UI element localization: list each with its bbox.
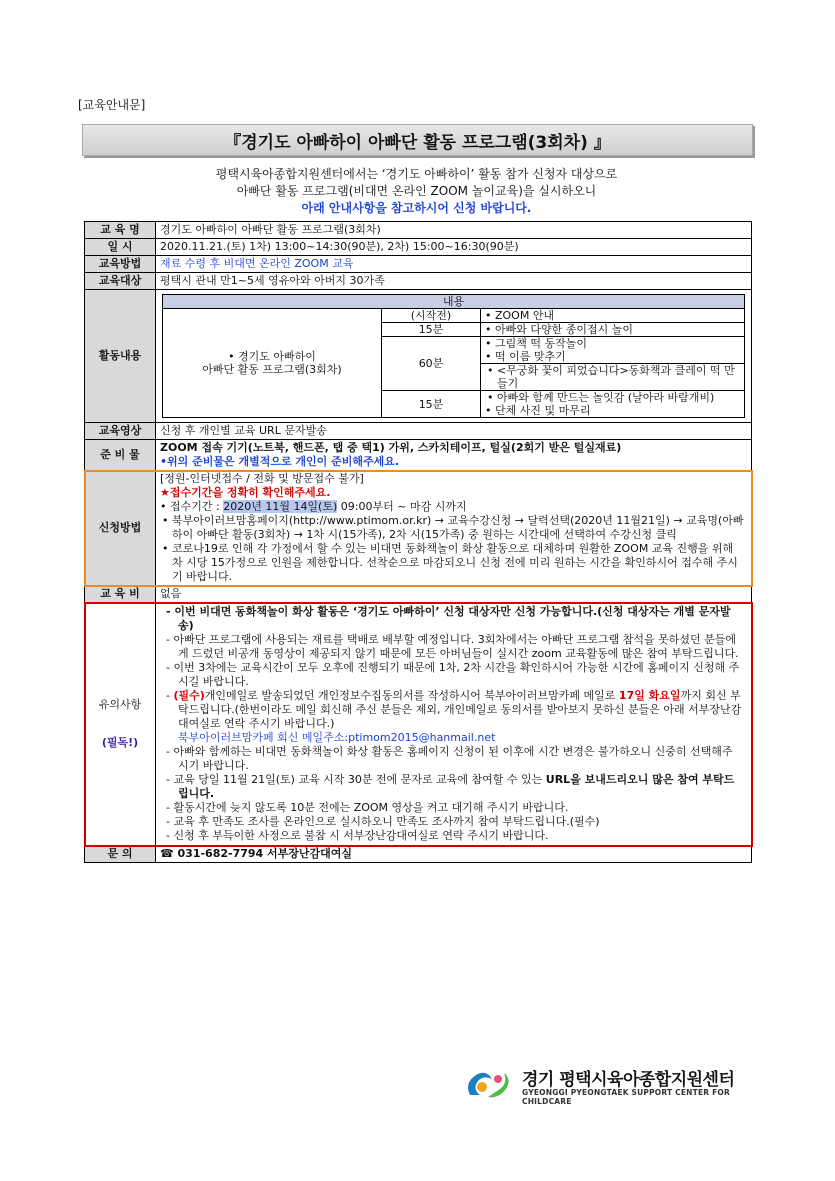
value-contact: ☎ 031-682-7794 서부장난감대여실	[156, 846, 752, 863]
notice-item: - 이번 비대면 동화책놀이 화상 활동은 ‘경기도 아빠하이’ 신청 대상자만 신청 가능합니다.(신청 대상자는 개별 문자발송)	[166, 605, 731, 632]
apply-line: • 북부아이러브맘홈페이지(http://www.ptimom.or.kr) → 교육수강신청 → 달력선택(2020년 11월21일) → 교육명(아빠하이 아빠단 활동(3회차) → 1차 시(15가족), 2차 시(15가족) 중 원하는 시간대에 선택하여 수강신청 클릭	[162, 514, 744, 541]
activity-content: • 아빠와 다양한 종이접시 놀이	[481, 323, 745, 337]
value-video: 신청 후 개인별 교육 URL 문자발송	[156, 423, 752, 440]
activity-item: • 떡 이름 맞추기	[485, 350, 566, 363]
prep-note: •위의 준비물은 개별적으로 개인이 준비해주세요.	[160, 455, 400, 468]
notice-item	[164, 773, 743, 801]
notice-item: - 아빠와 함께하는 비대면 동화책놀이 화상 활동은 홈페이지 신청이 된 이후에 시간 변경은 불가하오니 신중히 선택해주시기 바랍니다.	[166, 745, 733, 772]
label-contact: 문 의	[85, 846, 156, 863]
apply-line: • 코로나19로 인해 각 가정에서 할 수 있는 비대면 동화책놀이 화상 활동으로 대체하며 원활한 ZOOM 교육 진행을 위해 차 시당 15가정으로 인원을 제한합니다. 선착순으로 마감되오니 신청 전에 미리 원하는 시간을 확인하시어 접수해 주시기 바랍니다.	[162, 542, 738, 583]
notice-text: 까지 회신 부탁드립니다.(한번이라도 메일 회신해 주신 분들은 제외, 개인메일로 동의서를 받아보지 못하신 분들은 아래 서부장난감대여실로 연락 주시기 바랍니다.)	[178, 689, 742, 730]
intro-text	[82, 166, 751, 217]
label-notice	[85, 603, 156, 846]
center-logo-subtitle: GYEONGGI PYEONGTAEK SUPPORT CENTER FOR CHILDCARE	[522, 1088, 730, 1106]
row-activity	[85, 290, 752, 423]
notice-text: - 교육 당일 11월 21일(토) 교육 시작 30분 전에 문자로 교육에 참여할 수 있는	[166, 773, 546, 786]
value-target: 평택시 관내 만1~5세 영유아와 아버지 30가족	[156, 273, 752, 290]
intro-line: 아빠단 활동 프로그램(비대면 온라인 ZOOM 놀이교육)을 실시하오니	[236, 184, 597, 198]
value-cost: 없음	[156, 586, 752, 603]
row-method	[85, 256, 752, 273]
notice-item: - 활동시간에 늦지 않도록 10분 전에는 ZOOM 영상을 켜고 대기해 주시기 바랍니다.	[166, 801, 569, 814]
prep-items: ZOOM 접속 기기(노트북, 핸드폰, 탭 중 택1) 가위, 스카치테이프, 털실(2회기 받은 털실재료)	[160, 441, 622, 454]
program-line: 아빠단 활동 프로그램(3회차)	[202, 363, 342, 376]
label-prep: 준 비 물	[85, 440, 156, 471]
notice-label: 유의사항	[98, 698, 142, 711]
activity-item: • 그림책 떡 동작놀이	[485, 337, 587, 350]
activity-time: (시작전)	[382, 309, 481, 323]
activity-header: 내용	[163, 295, 745, 309]
info-table	[84, 221, 752, 863]
notice-required: (필수)	[173, 689, 205, 702]
center-logo-name: 경기 평택시육아종합지원센터	[522, 1070, 735, 1090]
notice-item: - 이번 3차에는 교육시간이 모두 오후에 진행되기 때문에 1차, 2차 시간을 확인하시어 가능한 시간에 홈페이지 신청해 주시길 바랍니다.	[166, 661, 740, 688]
value-prep	[156, 440, 752, 471]
intro-line: 평택시육아종합지원센터에서는 ‘경기도 아빠하이’ 활동 참가 신청자 대상으로	[215, 167, 618, 181]
activity-time: 15분	[382, 391, 481, 418]
apply-line: [정원-인터넷접수 / 전화 및 방문접수 불가]	[160, 472, 364, 485]
label-date: 일 시	[85, 239, 156, 256]
activity-item: • 아빠와 함께 만드는 놀잇감 (날아라 바람개비)	[487, 391, 715, 404]
notice-emphasis: URL을 보내드리오니 많은 참여 부탁드립니다.	[178, 773, 735, 800]
row-notice	[85, 603, 752, 846]
activity-item: • <무궁화 꽃이 피었습니다>동화책과 클레이 떡 만들기	[487, 364, 735, 390]
activity-time: 15분	[382, 323, 481, 337]
label-target: 교육대상	[85, 273, 156, 290]
apply-period-time: 09:00부터 ~ 마감 시까지	[337, 500, 467, 513]
value-method: 재료 수령 후 비대면 온라인 ZOOM 교육	[156, 256, 752, 273]
label-name: 교 육 명	[85, 222, 156, 239]
activity-content	[481, 364, 745, 391]
program-line: • 경기도 아빠하이	[228, 350, 316, 363]
activity-item: • 단체 사진 및 마무리	[485, 404, 591, 417]
row-contact	[85, 846, 752, 863]
value-date: 2020.11.21.(토) 1차) 13:00~14:30(90분), 2차) 15:00~16:30(90분)	[156, 239, 752, 256]
activity-content	[481, 337, 745, 364]
notice-item: - 신청 후 부득이한 사정으로 불참 시 서부장난감대여실로 연락 주시기 바랍니다.	[166, 829, 549, 842]
center-logo	[462, 1063, 762, 1108]
row-name	[85, 222, 752, 239]
value-activity	[156, 290, 752, 423]
notice-dash: -	[166, 689, 174, 702]
notice-deadline: 17일 화요일	[618, 689, 681, 702]
value-notice	[156, 603, 752, 846]
activity-program	[163, 309, 382, 418]
value-apply	[156, 471, 752, 586]
row-cost	[85, 586, 752, 603]
notice-email: 북부아이러브맘카페 회신 메일주소:ptimom2015@hanmail.net	[178, 731, 496, 744]
notice-item	[164, 689, 743, 745]
label-apply: 신청방법	[85, 471, 156, 586]
row-target	[85, 273, 752, 290]
label-video: 교육영상	[85, 423, 156, 440]
row-video	[85, 423, 752, 440]
value-name: 경기도 아빠하이 아빠단 활동 프로그램(3회차)	[156, 222, 752, 239]
row-prep	[85, 440, 752, 471]
activity-table	[162, 294, 745, 418]
apply-period-label: • 접수기간 :	[160, 500, 224, 513]
notice-item: - 교육 후 만족도 조사를 온라인으로 실시하오니 만족도 조사까지 참여 부탁드립니다.(필수)	[166, 815, 600, 828]
notice-must: (필독!)	[101, 736, 139, 749]
activity-content: • ZOOM 안내	[481, 309, 745, 323]
label-method: 교육방법	[85, 256, 156, 273]
apply-period-date: 2020년 11월 14일(토)	[223, 500, 338, 513]
activity-content	[481, 391, 745, 418]
row-apply	[85, 471, 752, 586]
label-cost: 교 육 비	[85, 586, 156, 603]
label-activity: 활동내용	[85, 290, 156, 423]
notice-text: 개인메일로 발송되었던 개인정보수집동의서를 작성하시어 북부아이러브맘카페 메일로	[204, 689, 619, 702]
apply-period	[160, 500, 747, 514]
document-tag: [교육안내문]	[78, 98, 146, 112]
apply-line: ★접수기간을 정확히 확인해주세요.	[160, 486, 331, 499]
notice-item: - 아빠단 프로그램에 사용되는 재료를 택배로 배부할 예정입니다. 3회차에서는 아빠단 프로그램 참석을 못하셨던 분들에게 드렸던 비공개 동영상이 제공되지 않기 때문에 모든 아버님들이 실시간 zoom 교육활동에 많은 참여 부탁드립니다.	[166, 633, 739, 660]
page-title	[82, 124, 753, 156]
activity-time: 60분	[382, 337, 481, 391]
row-date	[85, 239, 752, 256]
title-text: 『경기도 아빠하이 아빠단 활동 프로그램(3회차) 』	[224, 132, 611, 153]
center-logo-icon	[462, 1065, 514, 1103]
intro-highlight: 아래 안내사항을 참고하시어 신청 바랍니다.	[301, 201, 532, 215]
